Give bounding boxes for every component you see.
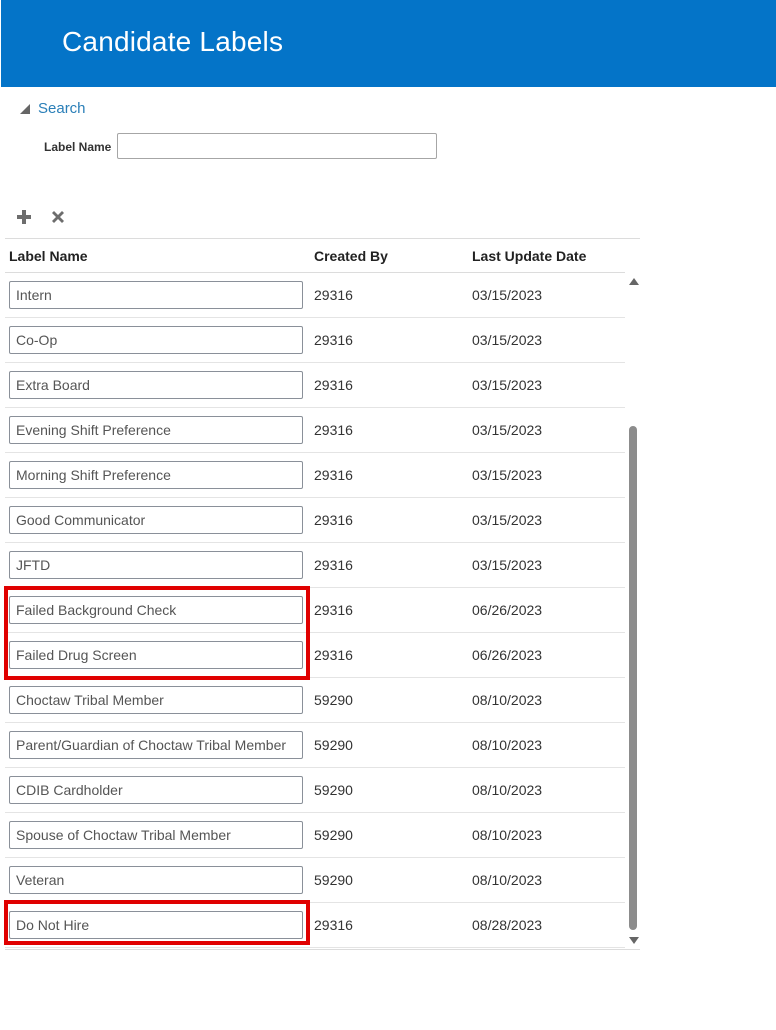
label-name-input[interactable] (9, 281, 303, 309)
label-name-search-input[interactable] (117, 133, 437, 159)
created-by-cell: 59290 (314, 872, 353, 888)
last-update-date-cell: 03/15/2023 (472, 467, 543, 483)
created-by-cell: 29316 (314, 422, 353, 438)
page-title: Candidate Labels (62, 26, 284, 57)
created-by-cell: 59290 (314, 737, 353, 753)
created-by-cell: 59290 (314, 782, 353, 798)
created-by-cell: 29316 (314, 467, 353, 483)
table-row[interactable] (5, 363, 625, 408)
label-name-input[interactable] (9, 416, 303, 444)
created-by-cell: 59290 (314, 827, 353, 843)
table-row[interactable] (5, 858, 625, 903)
label-name-input[interactable] (9, 371, 303, 399)
table-row[interactable] (5, 273, 625, 318)
created-by-cell: 29316 (314, 557, 353, 573)
created-by-cell: 29316 (314, 917, 353, 933)
created-by-cell: 29316 (314, 377, 353, 393)
table-row[interactable] (5, 453, 625, 498)
label-name-input[interactable] (9, 641, 303, 669)
table-header (5, 239, 625, 273)
last-update-date-cell: 08/10/2023 (472, 692, 543, 708)
label-name-input[interactable] (9, 866, 303, 894)
column-header-last-update-date[interactable]: Last Update Date (472, 248, 587, 264)
table-row[interactable] (5, 903, 625, 948)
label-name-input[interactable] (9, 551, 303, 579)
table-row[interactable] (5, 633, 625, 678)
last-update-date-cell: 03/15/2023 (472, 422, 543, 438)
created-by-cell: 29316 (314, 602, 353, 618)
scrollbar-thumb[interactable] (629, 426, 637, 930)
last-update-date-cell: 06/26/2023 (472, 602, 543, 618)
table-row[interactable] (5, 498, 625, 543)
last-update-date-cell: 03/15/2023 (472, 512, 543, 528)
created-by-cell: 59290 (314, 692, 353, 708)
table-row[interactable] (5, 408, 625, 453)
label-name-input[interactable] (9, 461, 303, 489)
table-row[interactable] (5, 588, 625, 633)
table-row[interactable] (5, 813, 625, 858)
scroll-down-arrow-icon[interactable] (629, 937, 639, 944)
last-update-date-cell: 08/10/2023 (472, 872, 543, 888)
last-update-date-cell: 06/26/2023 (472, 647, 543, 663)
page-header (1, 0, 776, 87)
search-disclosure-label: Search (38, 100, 86, 117)
table-body (5, 273, 625, 948)
vertical-scrollbar[interactable] (626, 273, 640, 947)
label-name-input[interactable] (9, 326, 303, 354)
add-row-button[interactable] (14, 205, 34, 229)
last-update-date-cell: 08/10/2023 (472, 782, 543, 798)
table-row[interactable] (5, 318, 625, 363)
table-toolbar (14, 205, 68, 229)
last-update-date-cell: 08/10/2023 (472, 737, 543, 753)
last-update-date-cell: 03/15/2023 (472, 332, 543, 348)
table-row[interactable] (5, 678, 625, 723)
label-name-input[interactable] (9, 776, 303, 804)
triangle-down-icon (20, 104, 30, 114)
plus-icon (16, 209, 32, 225)
created-by-cell: 29316 (314, 647, 353, 663)
delete-row-button[interactable] (48, 205, 68, 229)
table-row[interactable] (5, 723, 625, 768)
last-update-date-cell: 08/10/2023 (472, 827, 543, 843)
close-icon (50, 209, 66, 225)
column-header-created-by[interactable]: Created By (314, 248, 388, 264)
label-name-input[interactable] (9, 506, 303, 534)
created-by-cell: 29316 (314, 512, 353, 528)
search-disclosure[interactable] (20, 100, 86, 117)
label-name-input[interactable] (9, 731, 303, 759)
label-name-input[interactable] (9, 911, 303, 939)
last-update-date-cell: 03/15/2023 (472, 377, 543, 393)
table-row[interactable] (5, 543, 625, 588)
label-name-input[interactable] (9, 821, 303, 849)
last-update-date-cell: 03/15/2023 (472, 557, 543, 573)
scroll-up-arrow-icon[interactable] (629, 278, 639, 285)
column-header-label-name[interactable]: Label Name (9, 248, 88, 264)
last-update-date-cell: 08/28/2023 (472, 917, 543, 933)
last-update-date-cell: 03/15/2023 (472, 287, 543, 303)
table-row[interactable] (5, 768, 625, 813)
created-by-cell: 29316 (314, 332, 353, 348)
label-name-input[interactable] (9, 596, 303, 624)
label-name-field-label: Label Name (44, 140, 112, 154)
created-by-cell: 29316 (314, 287, 353, 303)
label-name-input[interactable] (9, 686, 303, 714)
labels-table (5, 238, 640, 950)
